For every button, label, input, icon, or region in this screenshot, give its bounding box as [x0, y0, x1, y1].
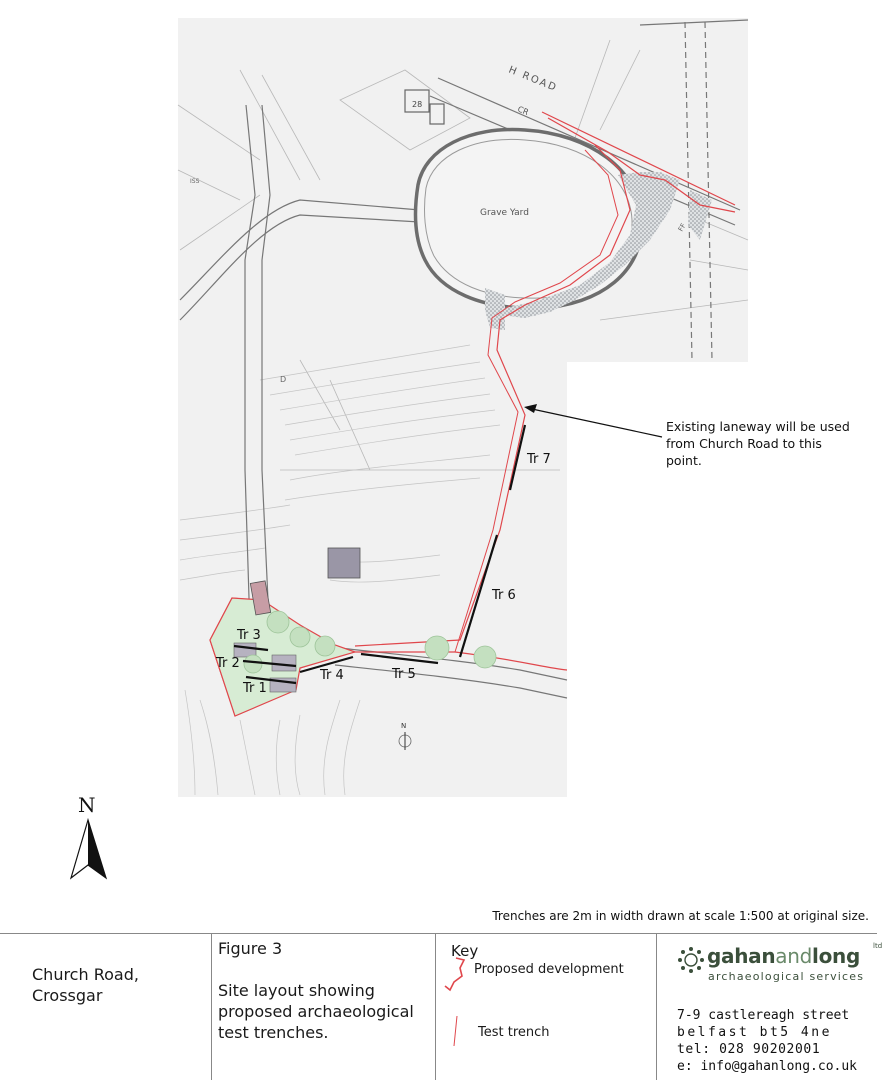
company-name — [707, 944, 860, 968]
trench-key-symbol — [448, 1014, 464, 1050]
label-d: D — [280, 375, 287, 384]
house-number-label: 28 — [412, 100, 423, 109]
road-label-cr: CR — [516, 104, 530, 118]
company-name-part3: long — [812, 944, 860, 968]
trench-label-6: Tr 6 — [492, 588, 516, 603]
address-line-4: e: info@gahanlong.co.uk — [677, 1059, 858, 1074]
figure-caption — [218, 980, 414, 1043]
figure-caption-line-2: proposed archaeological — [218, 1002, 414, 1021]
figure-caption-line-1: Site layout showing — [218, 981, 375, 1000]
trench-label-1: Tr 1 — [243, 681, 267, 696]
key-cell — [435, 934, 656, 1080]
label-ff: FF — [676, 222, 688, 233]
address-line-2: belfast bt5 4ne — [677, 1025, 832, 1040]
figure-caption-line-3: test trenches. — [218, 1023, 329, 1042]
company-cell — [656, 934, 882, 1080]
figure-cell — [211, 934, 435, 1080]
logo-emblem-icon — [677, 946, 705, 974]
annotation-line-1: Existing laneway will be used — [666, 419, 850, 434]
company-name-part2: and — [775, 944, 813, 968]
laneway-annotation — [666, 418, 850, 469]
address-line-3: tel: 028 90202001 — [677, 1042, 821, 1057]
title-block — [0, 933, 882, 1080]
company-tagline: archaeological services — [708, 970, 865, 983]
key-trench-label: Test trench — [478, 1025, 550, 1040]
key-title: Key — [451, 942, 479, 960]
trench-label-2: Tr 2 — [216, 656, 240, 671]
graveyard-boundary — [416, 130, 643, 309]
scale-note: Trenches are 2m in width drawn at scale 1:500 at original size. — [492, 909, 869, 923]
trench-label-3: Tr 3 — [237, 628, 261, 643]
development-key-symbol — [442, 956, 472, 996]
base-map-sheet-lower — [178, 360, 567, 797]
north-arrow — [71, 793, 106, 878]
trench-label-4: Tr 4 — [320, 668, 344, 683]
company-name-part1: gahan — [707, 944, 776, 968]
map-north-mark-label: N — [401, 722, 407, 730]
graveyard-label: Grave Yard — [480, 208, 529, 218]
address-line-1: 7-9 castlereagh street — [677, 1008, 850, 1023]
annotation-line-3: point. — [666, 453, 702, 468]
site-name-line-1: Church Road, — [32, 965, 139, 984]
figure-number: Figure 3 — [218, 939, 283, 958]
existing-building — [328, 548, 360, 578]
company-tm: ltd — [873, 942, 882, 950]
trench-label-7: Tr 7 — [527, 452, 551, 467]
site-cell — [0, 934, 211, 1080]
annotation-line-2: from Church Road to this — [666, 436, 822, 451]
north-arrow-label: N — [78, 793, 96, 817]
key-development-label: Proposed development — [474, 962, 624, 977]
road-label: H ROAD — [506, 64, 560, 95]
site-name-line-2: Crossgar — [32, 986, 103, 1005]
trench-label-5: Tr 5 — [392, 667, 416, 682]
label-iss: ISS — [190, 178, 200, 185]
